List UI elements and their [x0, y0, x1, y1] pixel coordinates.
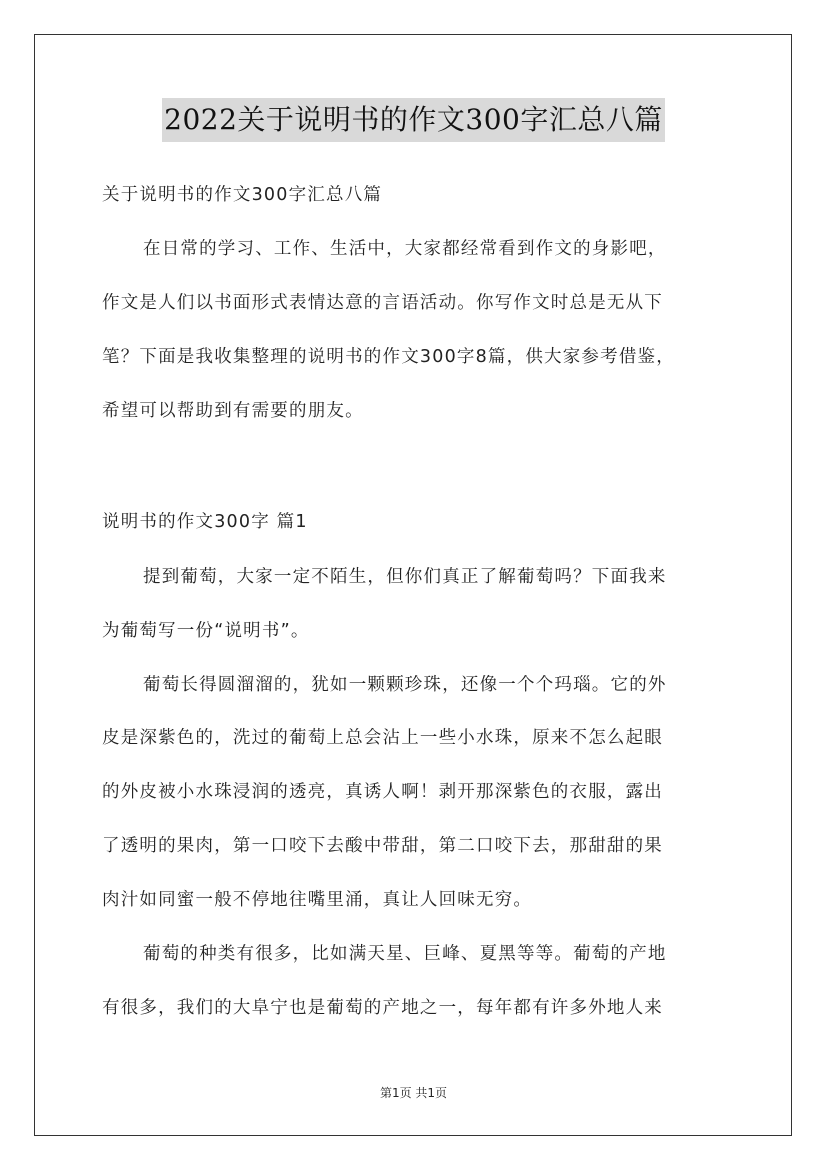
paragraph-line: 葡萄的种类有很多，比如满天星、巨峰、夏黑等等。葡萄的产地: [143, 944, 667, 964]
document-subtitle: 关于说明书的作文300字汇总八篇: [102, 185, 383, 205]
page-footer: 第1页 共1页: [379, 1086, 448, 1100]
intro-line: 作文是人们以书面形式表情达意的言语活动。你写作文时总是无从下: [102, 293, 663, 313]
paragraph-line: 的外皮被小水珠浸润的透亮，真诱人啊！剥开那深紫色的衣服，露出: [102, 782, 663, 802]
document-title: 2022关于说明书的作文300字汇总八篇: [162, 98, 665, 142]
paragraph-line: 了透明的果肉，第一口咬下去酸中带甜，第二口咬下去，那甜甜的果: [102, 836, 663, 856]
paragraph-line: 肉汁如同蜜一般不停地往嘴里涌，真让人回味无穷。: [102, 890, 533, 910]
intro-line: 笔？下面是我收集整理的说明书的作文300字8篇，供大家参考借鉴，: [102, 347, 675, 367]
intro-line: 希望可以帮助到有需要的朋友。: [102, 401, 364, 421]
paragraph-line: 为葡萄写一份“说明书”。: [102, 621, 310, 641]
section-heading: 说明书的作文300字 篇1: [102, 512, 308, 532]
paragraph-line: 有很多，我们的大阜宁也是葡萄的产地之一，每年都有许多外地人来: [102, 998, 663, 1018]
title-wrapper: [0, 98, 827, 142]
paragraph-line: 提到葡萄，大家一定不陌生，但你们真正了解葡萄吗？下面我来: [143, 567, 667, 587]
paragraph-line: 皮是深紫色的，洗过的葡萄上总会沾上一些小水珠，原来不怎么起眼: [102, 728, 663, 748]
intro-line: 在日常的学习、工作、生活中，大家都经常看到作文的身影吧，: [143, 239, 667, 259]
paragraph-line: 葡萄长得圆溜溜的，犹如一颗颗珍珠，还像一个个玛瑙。它的外: [143, 675, 667, 695]
